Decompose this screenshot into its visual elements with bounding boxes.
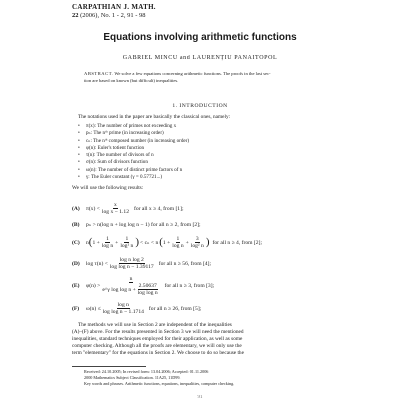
abstract-line-1 [84, 71, 316, 77]
formula-d: (D) log τ(n) < $\frac{\text{log n log 2}}{\text{log log n − 1.39117}}$ for all n ≥ 56, from [4]; [72, 257, 212, 270]
fraction: $\frac{1}{\text{log n}}$ [101, 236, 114, 249]
volume-number: 22 [72, 12, 79, 19]
results-intro: We will use the following results: [72, 185, 144, 191]
formula-c: (C) n ( 1 + $\frac{1}{\text{log n}}$ + $\frac{1}{\text{log² n}}$ ) < cₙ < n ( 1 + $\frac{1}{\text{log n}}$ + $\frac{3}{\text{log² n}}$ ) for all n ≥ 4, from [2]; [72, 236, 263, 249]
bullet-icon: • [78, 166, 80, 173]
fraction: $\frac{\text{log n}}{\text{log log n − 1.1714}}$ [102, 302, 144, 315]
volume-line [72, 12, 400, 19]
footnote-keywords: Key words and phrases. Arithmetic functions, equations, inequalities, computer checking. [84, 381, 235, 386]
fraction: $\frac{x}{\text{log x − 1.12}}$ [101, 202, 129, 215]
page-number: 91 [197, 395, 203, 400]
bullet-icon: • [78, 123, 80, 129]
closing-line-3: inequalities, standard techniques employed for their application, as well as some [72, 336, 243, 342]
closing-line-2: (A)–(F) above. For the results presented in Section 3 we will need the mentioned [72, 329, 244, 335]
formula-label: (C) [72, 239, 80, 246]
abstract-line-2: tion are based on known (but difficult) inequalities. [84, 78, 179, 83]
list-item: • π(x): The number of primes not exceeding x [78, 123, 177, 129]
bullet-icon: • [78, 137, 80, 144]
authors: GABRIEL MINCU and LAURENȚIU PANAITOPOL [122, 55, 278, 61]
closing-line-5: term "elementary" for the equations in Section 2. We choose to do so because the [72, 350, 244, 356]
formula-label: (E) [72, 283, 80, 289]
footnote-divider [72, 366, 146, 367]
formula-label: (B) [72, 222, 80, 228]
list-item: • pₙ: The nᵗʰ prime (in increasing order) [78, 130, 164, 137]
page-title: Equations involving arithmetic functions [103, 32, 297, 43]
issue-pages: (2006), No. 1 - 2, 91 - 98 [80, 12, 146, 19]
formula-b: (B) pₙ > n(log n + log log n − 1) for all n ≥ 2, from [2]; [72, 222, 201, 228]
list-item: • φ(n): Euler's totient function [78, 144, 145, 151]
paren-open: ( [159, 236, 163, 248]
formula-a: (A) π(x) < $\frac{x}{\text{log x − 1.12}}$ for all x ≥ 4, from [1]; [72, 202, 184, 215]
journal-name: CARPATHIAN J. MATH. [72, 3, 156, 11]
formula-label: (A) [72, 205, 80, 212]
formula-label: (D) [72, 260, 80, 267]
abstract-label: ABSTRACT. [84, 71, 114, 76]
paren-close: ) [205, 236, 210, 248]
list-item: • γ: The Euler constant (γ = 0.57721...) [78, 174, 163, 181]
closing-line-4: computer checking. Although all the proofs are elementary, we will only use the [72, 343, 242, 349]
fraction: n e^γ log log n + $\frac{2.50637}{\text{log log n}}$ [102, 276, 158, 296]
intro-text: The notations used in the paper are basically the classical ones, namely: [78, 114, 231, 120]
formula-f: (F) ω(n) ≤ $\frac{\text{log n}}{\text{log log n − 1.1714}}$ for all n ≥ 26, from [5]; [72, 302, 202, 315]
list-item: • σ(n): Sum of divisors function [78, 159, 148, 166]
footnote-msc: 2000 Mathematics Subject Classification. 11A25, 11D99. [84, 375, 181, 380]
bullet-icon: • [78, 130, 80, 137]
formula-e: (E) φ(n) > n e^γ log log n + $\frac{2.50637}{\text{log log n}}$ for all n ≥ 3, from [3]; [72, 276, 215, 296]
paren-open: ( [88, 236, 93, 248]
abstract-text-1: We solve a few equations concerning arithmetic functions. The proofs in the last sec- [114, 71, 271, 76]
fraction: $\frac{\text{log n log 2}}{\text{log log n − 1.39117}}$ [109, 257, 154, 270]
list-item: • τ(n): The number of divisors of n [78, 152, 154, 159]
bullet-icon: • [78, 144, 80, 151]
fraction: $\frac{1}{\text{log n}}$ [172, 236, 184, 249]
notation-list [78, 123, 189, 181]
section-heading: 1. INTRODUCTION [172, 103, 228, 109]
fraction: $\frac{1}{\text{log² n}}$ [120, 236, 134, 249]
bullet-icon: • [78, 152, 80, 159]
bullet-icon: • [78, 159, 80, 166]
fraction: $\frac{2.50637}{\text{log log n}}$ [137, 283, 158, 296]
list-item: • cₙ: The nᵗʰ composed number (in increasing order) [78, 137, 190, 144]
footnote-received: Received: 24.10.2005; In revised form: 13.04.2006; Accepted: 01.11.2006 [84, 369, 209, 374]
list-item: • ω(n): The number of distinct prime factors of n [78, 166, 183, 173]
fraction: $\frac{3}{\text{log² n}}$ [190, 236, 204, 249]
formula-label: (F) [72, 305, 80, 312]
paren-close: ) [135, 236, 140, 248]
bullet-icon: • [78, 174, 80, 181]
closing-line-1: The methods we will use in Section 2 are independent of the inequalities [78, 322, 232, 328]
